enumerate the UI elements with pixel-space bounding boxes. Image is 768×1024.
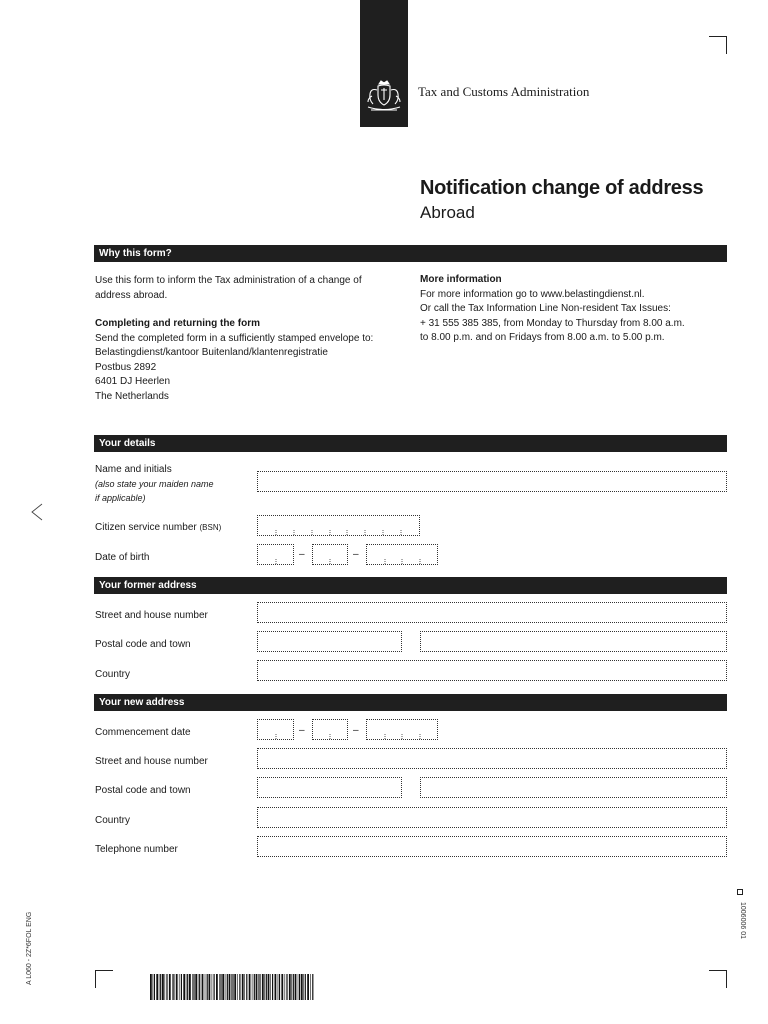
- logo-block: [360, 0, 408, 127]
- former-street-label: Street and house number: [95, 610, 208, 621]
- dob-year-field[interactable]: [366, 544, 438, 565]
- commencement-label: Commencement date: [95, 727, 191, 738]
- page-subtitle: Abroad: [420, 203, 475, 222]
- fold-mark-icon: [30, 502, 44, 522]
- royal-coat-of-arms-icon: [363, 78, 405, 116]
- returning-instructions: Completing and returning the form Send the completed form in a sufficiently stamped envelope to: Belastingdienst/kantoor Buitenland/klantenregistratie Postbus 2892 6401 DJ Heerlen The Netherlands: [95, 318, 374, 402]
- telephone-field[interactable]: [257, 836, 727, 857]
- dob-label: Date of birth: [95, 552, 150, 563]
- document-number: 1006006 01: [739, 902, 746, 939]
- new-street-field[interactable]: [257, 748, 727, 769]
- dob-day-field[interactable]: [257, 544, 294, 565]
- date-separator: –: [299, 549, 305, 560]
- new-country-label: Country: [95, 815, 131, 826]
- new-town-field[interactable]: [420, 777, 727, 798]
- telephone-label: Telephone number: [95, 844, 178, 855]
- commencement-day-field[interactable]: [257, 719, 294, 740]
- former-country-label: Country: [95, 669, 131, 680]
- former-town-field[interactable]: [420, 631, 727, 652]
- crop-mark-bottom-left: [95, 970, 113, 988]
- new-postal-code-field[interactable]: [257, 777, 402, 798]
- form-code: A L060 - 2Z*6FOL ENG: [26, 911, 33, 985]
- date-separator: –: [353, 549, 359, 560]
- new-postal-label: Postal code and town: [95, 785, 191, 796]
- section-your-details: Your details: [94, 435, 727, 452]
- why-intro: Use this form to inform the Tax administration of a change of address abroad.: [95, 275, 362, 301]
- date-separator: –: [353, 725, 359, 736]
- section-why-this-form: Why this form?: [94, 245, 727, 262]
- marker-square: [737, 889, 743, 895]
- name-initials-field[interactable]: [257, 471, 727, 492]
- crop-mark-bottom-right: [709, 970, 727, 988]
- commencement-month-field[interactable]: [312, 719, 348, 740]
- former-postal-label: Postal code and town: [95, 639, 191, 650]
- new-street-label: Street and house number: [95, 756, 208, 767]
- commencement-year-field[interactable]: [366, 719, 438, 740]
- bsn-field[interactable]: [257, 515, 420, 536]
- name-label: Name and initials (also state your maiden name if applicable): [95, 464, 214, 503]
- barcode-icon: [150, 974, 314, 1000]
- more-information: More information For more information go to www.belastingdienst.nl. Or call the Tax Information Line Non-resident Tax Issues: + 31 555 385 385, from Monday to Thursday from 8.00 a.m. to 8.00 p.m. and on Fridays from 8.00 a.m. to 5.00 p.m.: [420, 274, 685, 344]
- section-former-address: Your former address: [94, 577, 727, 594]
- dob-month-field[interactable]: [312, 544, 348, 565]
- page-title: Notification change of address: [420, 177, 704, 199]
- former-postal-code-field[interactable]: [257, 631, 402, 652]
- organization-name: Tax and Customs Administration: [418, 84, 590, 99]
- section-new-address: Your new address: [94, 694, 727, 711]
- new-country-field[interactable]: [257, 807, 727, 828]
- date-separator: –: [299, 725, 305, 736]
- crop-mark-top-right: [709, 36, 727, 54]
- bsn-label: Citizen service number (BSN): [95, 522, 222, 533]
- former-street-field[interactable]: [257, 602, 727, 623]
- former-country-field[interactable]: [257, 660, 727, 681]
